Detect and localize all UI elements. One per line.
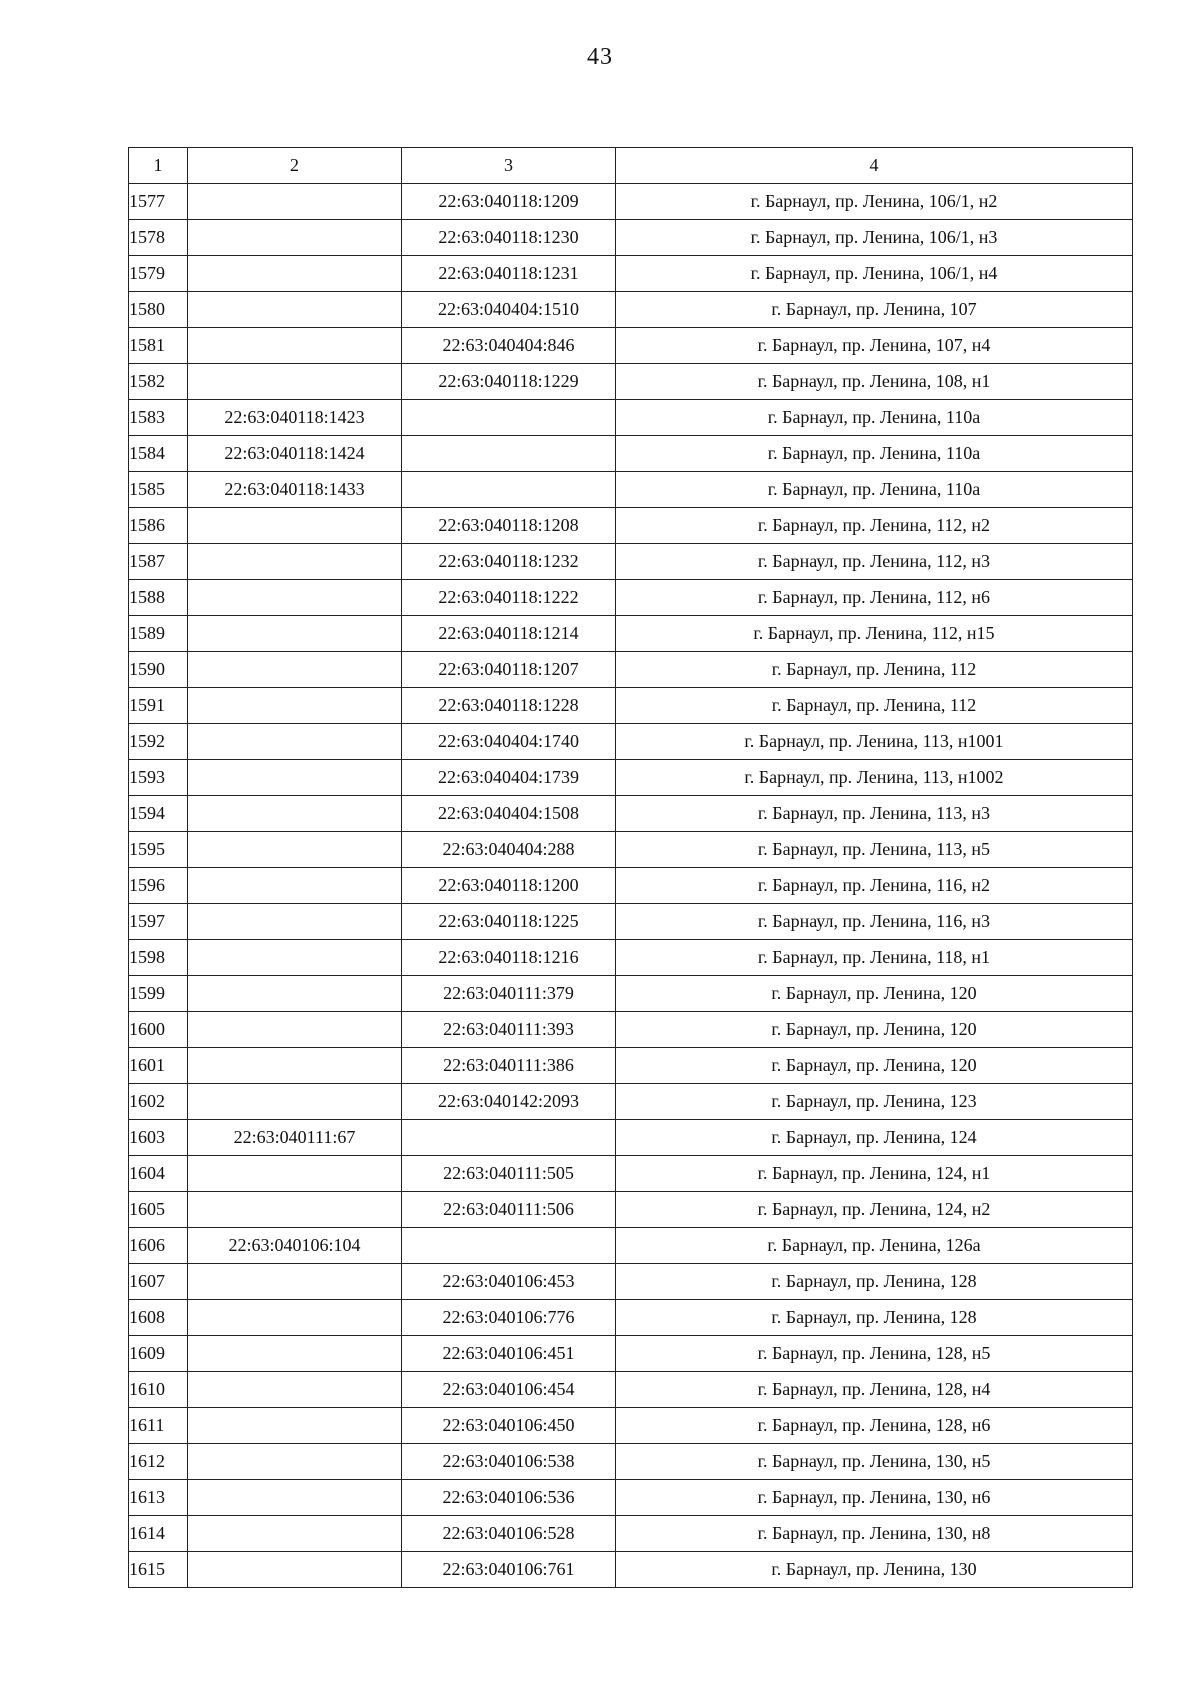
table-row (129, 688, 1133, 724)
row-number-cell: 1595 (129, 832, 188, 868)
land-cadastral-cell (188, 184, 402, 220)
row-number-cell: 1603 (129, 1120, 188, 1156)
address-cell: г. Барнаул, пр. Ленина, 112 (616, 688, 1133, 724)
row-number-cell: 1591 (129, 688, 188, 724)
building-cadastral-cell: 22:63:040118:1222 (402, 580, 616, 616)
address-cell: г. Барнаул, пр. Ленина, 118, н1 (616, 940, 1133, 976)
table-header-row (129, 148, 1133, 184)
table-row (129, 760, 1133, 796)
row-number-cell: 1590 (129, 652, 188, 688)
row-number-cell: 1582 (129, 364, 188, 400)
table-row (129, 1516, 1133, 1552)
building-cadastral-cell: 22:63:040404:1740 (402, 724, 616, 760)
building-cadastral-cell: 22:63:040118:1232 (402, 544, 616, 580)
land-cadastral-cell (188, 364, 402, 400)
building-cadastral-cell: 22:63:040106:451 (402, 1336, 616, 1372)
address-cell: г. Барнаул, пр. Ленина, 112, н6 (616, 580, 1133, 616)
address-cell: г. Барнаул, пр. Ленина, 128, н6 (616, 1408, 1133, 1444)
row-number-cell: 1612 (129, 1444, 188, 1480)
row-number-cell: 1587 (129, 544, 188, 580)
land-cadastral-cell: 22:63:040118:1423 (188, 400, 402, 436)
building-cadastral-cell: 22:63:040118:1230 (402, 220, 616, 256)
building-cadastral-cell: 22:63:040111:386 (402, 1048, 616, 1084)
row-number-cell: 1606 (129, 1228, 188, 1264)
building-cadastral-cell (402, 1120, 616, 1156)
row-number-cell: 1580 (129, 292, 188, 328)
row-number-cell: 1583 (129, 400, 188, 436)
land-cadastral-cell (188, 220, 402, 256)
row-number-cell: 1602 (129, 1084, 188, 1120)
address-cell: г. Барнаул, пр. Ленина, 128, н4 (616, 1372, 1133, 1408)
building-cadastral-cell: 22:63:040118:1200 (402, 868, 616, 904)
table-row (129, 1048, 1133, 1084)
land-cadastral-cell (188, 1084, 402, 1120)
land-cadastral-cell (188, 328, 402, 364)
table-row (129, 1552, 1133, 1588)
address-cell: г. Барнаул, пр. Ленина, 128 (616, 1300, 1133, 1336)
row-number-cell: 1596 (129, 868, 188, 904)
table-row (129, 1444, 1133, 1480)
row-number-cell: 1597 (129, 904, 188, 940)
address-cell: г. Барнаул, пр. Ленина, 130 (616, 1552, 1133, 1588)
row-number-cell: 1610 (129, 1372, 188, 1408)
land-cadastral-cell (188, 1336, 402, 1372)
land-cadastral-cell (188, 796, 402, 832)
building-cadastral-cell: 22:63:040118:1208 (402, 508, 616, 544)
column-header-1: 1 (129, 148, 188, 184)
address-cell: г. Барнаул, пр. Ленина, 106/1, н4 (616, 256, 1133, 292)
land-cadastral-cell (188, 724, 402, 760)
table-row (129, 184, 1133, 220)
address-cell: г. Барнаул, пр. Ленина, 116, н3 (616, 904, 1133, 940)
registry-table (128, 147, 1133, 1588)
land-cadastral-cell (188, 1552, 402, 1588)
row-number-cell: 1604 (129, 1156, 188, 1192)
table-row (129, 544, 1133, 580)
table-row (129, 436, 1133, 472)
address-cell: г. Барнаул, пр. Ленина, 112, н2 (616, 508, 1133, 544)
row-number-cell: 1579 (129, 256, 188, 292)
land-cadastral-cell: 22:63:040111:67 (188, 1120, 402, 1156)
table-row (129, 868, 1133, 904)
row-number-cell: 1598 (129, 940, 188, 976)
table-row (129, 940, 1133, 976)
table-row (129, 1192, 1133, 1228)
building-cadastral-cell: 22:63:040404:1508 (402, 796, 616, 832)
column-header-3: 3 (402, 148, 616, 184)
land-cadastral-cell (188, 688, 402, 724)
building-cadastral-cell: 22:63:040111:506 (402, 1192, 616, 1228)
address-cell: г. Барнаул, пр. Ленина, 124, н2 (616, 1192, 1133, 1228)
address-cell: г. Барнаул, пр. Ленина, 120 (616, 976, 1133, 1012)
table-row (129, 976, 1133, 1012)
building-cadastral-cell: 22:63:040106:536 (402, 1480, 616, 1516)
land-cadastral-cell (188, 1192, 402, 1228)
row-number-cell: 1614 (129, 1516, 188, 1552)
building-cadastral-cell: 22:63:040111:393 (402, 1012, 616, 1048)
land-cadastral-cell (188, 1300, 402, 1336)
land-cadastral-cell (188, 580, 402, 616)
address-cell: г. Барнаул, пр. Ленина, 116, н2 (616, 868, 1133, 904)
land-cadastral-cell (188, 544, 402, 580)
address-cell: г. Барнаул, пр. Ленина, 113, н3 (616, 796, 1133, 832)
land-cadastral-cell (188, 940, 402, 976)
row-number-cell: 1584 (129, 436, 188, 472)
address-cell: г. Барнаул, пр. Ленина, 106/1, н3 (616, 220, 1133, 256)
building-cadastral-cell (402, 436, 616, 472)
land-cadastral-cell (188, 832, 402, 868)
land-cadastral-cell (188, 292, 402, 328)
table-row (129, 1264, 1133, 1300)
table-row (129, 832, 1133, 868)
building-cadastral-cell: 22:63:040106:450 (402, 1408, 616, 1444)
land-cadastral-cell: 22:63:040118:1424 (188, 436, 402, 472)
row-number-cell: 1611 (129, 1408, 188, 1444)
land-cadastral-cell (188, 904, 402, 940)
land-cadastral-cell (188, 976, 402, 1012)
address-cell: г. Барнаул, пр. Ленина, 113, н1001 (616, 724, 1133, 760)
table-row (129, 292, 1133, 328)
land-cadastral-cell: 22:63:040118:1433 (188, 472, 402, 508)
row-number-cell: 1594 (129, 796, 188, 832)
building-cadastral-cell: 22:63:040404:846 (402, 328, 616, 364)
building-cadastral-cell: 22:63:040404:1739 (402, 760, 616, 796)
building-cadastral-cell: 22:63:040118:1216 (402, 940, 616, 976)
table-row (129, 1336, 1133, 1372)
building-cadastral-cell: 22:63:040111:379 (402, 976, 616, 1012)
table-row (129, 1012, 1133, 1048)
table-row (129, 1372, 1133, 1408)
address-cell: г. Барнаул, пр. Ленина, 110а (616, 436, 1133, 472)
land-cadastral-cell (188, 256, 402, 292)
address-cell: г. Барнаул, пр. Ленина, 130, н5 (616, 1444, 1133, 1480)
table-row (129, 1408, 1133, 1444)
building-cadastral-cell: 22:63:040118:1228 (402, 688, 616, 724)
table-row (129, 400, 1133, 436)
land-cadastral-cell (188, 1408, 402, 1444)
land-cadastral-cell (188, 1444, 402, 1480)
row-number-cell: 1578 (129, 220, 188, 256)
address-cell: г. Барнаул, пр. Ленина, 113, н5 (616, 832, 1133, 868)
building-cadastral-cell (402, 1228, 616, 1264)
land-cadastral-cell (188, 1048, 402, 1084)
building-cadastral-cell: 22:63:040106:454 (402, 1372, 616, 1408)
building-cadastral-cell: 22:63:040404:288 (402, 832, 616, 868)
land-cadastral-cell: 22:63:040106:104 (188, 1228, 402, 1264)
row-number-cell: 1589 (129, 616, 188, 652)
land-cadastral-cell (188, 508, 402, 544)
building-cadastral-cell: 22:63:040118:1209 (402, 184, 616, 220)
row-number-cell: 1585 (129, 472, 188, 508)
table-row (129, 1156, 1133, 1192)
building-cadastral-cell: 22:63:040106:776 (402, 1300, 616, 1336)
table-row (129, 652, 1133, 688)
building-cadastral-cell: 22:63:040106:761 (402, 1552, 616, 1588)
row-number-cell: 1581 (129, 328, 188, 364)
address-cell: г. Барнаул, пр. Ленина, 113, н1002 (616, 760, 1133, 796)
building-cadastral-cell: 22:63:040111:505 (402, 1156, 616, 1192)
table-row (129, 508, 1133, 544)
table-row (129, 1228, 1133, 1264)
row-number-cell: 1605 (129, 1192, 188, 1228)
building-cadastral-cell: 22:63:040106:453 (402, 1264, 616, 1300)
row-number-cell: 1599 (129, 976, 188, 1012)
building-cadastral-cell (402, 400, 616, 436)
row-number-cell: 1615 (129, 1552, 188, 1588)
table-row (129, 1120, 1133, 1156)
address-cell: г. Барнаул, пр. Ленина, 123 (616, 1084, 1133, 1120)
land-cadastral-cell (188, 760, 402, 796)
address-cell: г. Барнаул, пр. Ленина, 112, н3 (616, 544, 1133, 580)
building-cadastral-cell: 22:63:040404:1510 (402, 292, 616, 328)
table-body (129, 184, 1133, 1588)
row-number-cell: 1588 (129, 580, 188, 616)
building-cadastral-cell: 22:63:040118:1225 (402, 904, 616, 940)
address-cell: г. Барнаул, пр. Ленина, 124, н1 (616, 1156, 1133, 1192)
row-number-cell: 1600 (129, 1012, 188, 1048)
row-number-cell: 1609 (129, 1336, 188, 1372)
table-row (129, 904, 1133, 940)
land-cadastral-cell (188, 1264, 402, 1300)
table-row (129, 1480, 1133, 1516)
address-cell: г. Барнаул, пр. Ленина, 110а (616, 472, 1133, 508)
page-number: 43 (587, 44, 613, 70)
row-number-cell: 1593 (129, 760, 188, 796)
table-row (129, 256, 1133, 292)
column-header-4: 4 (616, 148, 1133, 184)
address-cell: г. Барнаул, пр. Ленина, 120 (616, 1048, 1133, 1084)
land-cadastral-cell (188, 1372, 402, 1408)
land-cadastral-cell (188, 1012, 402, 1048)
building-cadastral-cell: 22:63:040118:1214 (402, 616, 616, 652)
table-row (129, 472, 1133, 508)
land-cadastral-cell (188, 1516, 402, 1552)
building-cadastral-cell: 22:63:040118:1207 (402, 652, 616, 688)
address-cell: г. Барнаул, пр. Ленина, 130, н8 (616, 1516, 1133, 1552)
building-cadastral-cell: 22:63:040118:1229 (402, 364, 616, 400)
address-cell: г. Барнаул, пр. Ленина, 108, н1 (616, 364, 1133, 400)
address-cell: г. Барнаул, пр. Ленина, 124 (616, 1120, 1133, 1156)
row-number-cell: 1586 (129, 508, 188, 544)
address-cell: г. Барнаул, пр. Ленина, 107 (616, 292, 1133, 328)
building-cadastral-cell (402, 472, 616, 508)
building-cadastral-cell: 22:63:040118:1231 (402, 256, 616, 292)
address-cell: г. Барнаул, пр. Ленина, 130, н6 (616, 1480, 1133, 1516)
address-cell: г. Барнаул, пр. Ленина, 126а (616, 1228, 1133, 1264)
land-cadastral-cell (188, 868, 402, 904)
row-number-cell: 1592 (129, 724, 188, 760)
table-row (129, 724, 1133, 760)
table-row (129, 616, 1133, 652)
table-row (129, 328, 1133, 364)
address-cell: г. Барнаул, пр. Ленина, 128 (616, 1264, 1133, 1300)
building-cadastral-cell: 22:63:040142:2093 (402, 1084, 616, 1120)
row-number-cell: 1607 (129, 1264, 188, 1300)
address-cell: г. Барнаул, пр. Ленина, 106/1, н2 (616, 184, 1133, 220)
address-cell: г. Барнаул, пр. Ленина, 110а (616, 400, 1133, 436)
address-cell: г. Барнаул, пр. Ленина, 112, н15 (616, 616, 1133, 652)
row-number-cell: 1577 (129, 184, 188, 220)
table-row (129, 1084, 1133, 1120)
address-cell: г. Барнаул, пр. Ленина, 112 (616, 652, 1133, 688)
address-cell: г. Барнаул, пр. Ленина, 120 (616, 1012, 1133, 1048)
building-cadastral-cell: 22:63:040106:528 (402, 1516, 616, 1552)
row-number-cell: 1601 (129, 1048, 188, 1084)
column-header-2: 2 (188, 148, 402, 184)
row-number-cell: 1613 (129, 1480, 188, 1516)
address-cell: г. Барнаул, пр. Ленина, 107, н4 (616, 328, 1133, 364)
land-cadastral-cell (188, 1156, 402, 1192)
table-row (129, 580, 1133, 616)
land-cadastral-cell (188, 616, 402, 652)
land-cadastral-cell (188, 1480, 402, 1516)
address-cell: г. Барнаул, пр. Ленина, 128, н5 (616, 1336, 1133, 1372)
building-cadastral-cell: 22:63:040106:538 (402, 1444, 616, 1480)
table-row (129, 364, 1133, 400)
land-cadastral-cell (188, 652, 402, 688)
row-number-cell: 1608 (129, 1300, 188, 1336)
table-row (129, 1300, 1133, 1336)
table-row (129, 220, 1133, 256)
table-row (129, 796, 1133, 832)
